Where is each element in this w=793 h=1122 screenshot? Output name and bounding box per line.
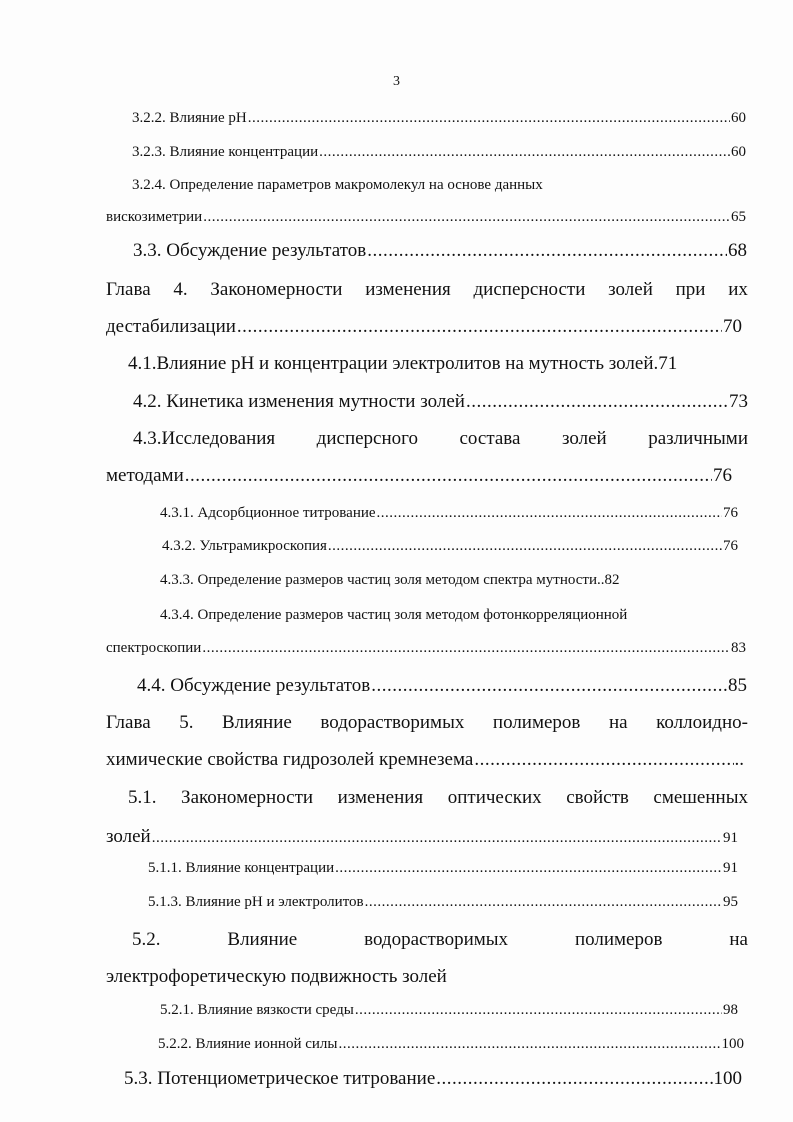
toc-entry-title: 4.3.3. Определение размеров частиц золя методом спектра мутности.. — [160, 572, 605, 588]
word: золей — [561, 428, 607, 449]
word: 5.1. — [128, 787, 157, 808]
word: оптических — [447, 787, 542, 808]
word: водорастворимых — [364, 929, 509, 950]
toc-entry-4-3-4-line2 — [106, 640, 746, 657]
toc-entry-5-2-line2: электрофоретическую подвижность золей — [106, 966, 447, 987]
word: смешенных — [653, 787, 748, 808]
toc-entry-page: 76 — [723, 538, 738, 554]
toc-entry-title: 4.3.1. Адсорбционное титрование — [160, 505, 376, 521]
word: их — [728, 279, 748, 300]
leader-dots — [248, 110, 730, 127]
toc-entry-title: 4.3.2. Ультрамикроскопия — [162, 538, 327, 554]
word: свойств — [566, 787, 629, 808]
toc-entry-page: 71 — [658, 353, 678, 374]
toc-chapter-4-line2 — [106, 316, 742, 338]
word: коллоидно- — [656, 712, 748, 733]
toc-entry-4-1 — [128, 353, 677, 375]
toc-entry-title: 5.2.1. Влияние вязкости среды — [160, 1002, 354, 1018]
toc-entry-5-1-line2 — [106, 826, 738, 848]
toc-entry-page: 91 — [723, 860, 738, 876]
leader-dots — [466, 391, 728, 413]
word: водорастворимых — [320, 712, 465, 733]
word: на — [729, 929, 748, 950]
toc-entry-page: 100 — [713, 1068, 742, 1089]
toc-entry-4-2 — [133, 391, 748, 413]
toc-entry-5-2-1 — [160, 1002, 738, 1019]
toc-chapter-5-line1 — [106, 712, 748, 734]
toc-entry-4-3-3 — [160, 572, 620, 589]
toc-entry-page: 85 — [728, 675, 747, 696]
toc-entry-5-1-1 — [148, 860, 738, 877]
toc-entry-5-1-line1 — [128, 787, 748, 809]
toc-entry-title: методами — [106, 465, 184, 486]
word: 5. — [179, 712, 194, 733]
toc-entry-title: 4.2. Кинетика изменения мутности золей — [133, 391, 465, 412]
word: Закономерности — [181, 787, 314, 808]
leader-dots — [202, 640, 730, 657]
leader-dots — [339, 1036, 721, 1053]
toc-entry-page: 65 — [731, 209, 746, 225]
toc-entry-page: .. — [734, 749, 744, 770]
toc-entry-4-3-2 — [162, 538, 738, 555]
toc-entry-page: 73 — [729, 391, 748, 412]
toc-entry-title: спектроскопии — [106, 640, 202, 656]
toc-entry-page: 60 — [731, 144, 746, 160]
toc-chapter-4-line1 — [106, 279, 748, 301]
word: изменения — [365, 279, 451, 300]
toc-entry-page: 60 — [731, 110, 746, 126]
word: Глава — [106, 712, 151, 733]
leader-dots — [474, 749, 733, 771]
toc-entry-title: 4.1.Влияние pH и концентрации электролитов на мутность золей. — [128, 353, 659, 374]
toc-entry-4-4 — [137, 675, 747, 697]
word: Глава — [106, 279, 151, 300]
toc-entry-title: 5.1.1. Влияние концентрации — [148, 860, 335, 876]
toc-entry-5-2-2 — [158, 1036, 744, 1053]
leader-dots — [355, 1002, 722, 1019]
toc-entry-title: вискозиметрии — [106, 209, 203, 225]
word: 4. — [173, 279, 188, 300]
toc-entry-title: 3.2.3. Влияние концентрации — [132, 144, 319, 160]
toc-entry-title: 5.2.2. Влияние ионной силы — [158, 1036, 338, 1052]
leader-dots — [436, 1068, 712, 1090]
toc-entry-page: 68 — [728, 240, 747, 261]
toc-entry-page: 83 — [731, 640, 746, 656]
toc-entry-5-1-3 — [148, 894, 738, 911]
toc-entry-page: 98 — [723, 1002, 738, 1018]
toc-entry-3-2-4-line2 — [106, 209, 746, 226]
word: изменения — [337, 787, 424, 808]
word: различными — [648, 428, 748, 449]
toc-entry-title: 3.3. Обсуждение результатов — [133, 240, 367, 261]
toc-entry-title: 5.3. Потенциометрическое титрование — [124, 1068, 436, 1089]
leader-dots — [328, 538, 722, 555]
leader-dots — [185, 465, 712, 487]
page-number: 3 — [393, 74, 400, 89]
toc-entry-page: 76 — [713, 465, 732, 486]
leader-dots — [319, 144, 730, 161]
word: полимеров — [492, 712, 581, 733]
toc-entry-5-3 — [124, 1068, 742, 1090]
toc-entry-4-3-4-line1: 4.3.4. Определение размеров частиц золя методом фотонкорреляционной — [160, 607, 628, 623]
word: полимеров — [574, 929, 663, 950]
word: Влияние — [227, 929, 298, 950]
word: Влияние — [222, 712, 292, 733]
toc-entry-page: 76 — [723, 505, 738, 521]
word: дисперсности — [473, 279, 586, 300]
word: 4.3.Исследования — [133, 428, 276, 449]
toc-entry-4-3-line1 — [133, 428, 748, 450]
word: Закономерности — [210, 279, 343, 300]
toc-entry-page: 91 — [723, 830, 738, 846]
toc-entry-page: 70 — [723, 316, 742, 337]
toc-entry-title: 5.1.3. Влияние pH и электролитов — [148, 894, 364, 910]
leader-dots — [371, 675, 727, 697]
word: 5.2. — [132, 929, 161, 950]
leader-dots — [365, 894, 722, 911]
toc-entry-4-3-1 — [160, 505, 738, 522]
toc-entry-4-3-line2 — [106, 465, 732, 487]
word: состава — [459, 428, 521, 449]
toc-entry-title: 4.4. Обсуждение результатов — [137, 675, 371, 696]
toc-entry-title: химические свойства гидрозолей кремнезема — [106, 749, 474, 770]
toc-entry-3-3 — [133, 240, 747, 262]
word: при — [675, 279, 706, 300]
toc-entry-5-2-line1 — [132, 929, 748, 951]
toc-entry-title: дестабилизации — [106, 316, 236, 337]
word: золей — [608, 279, 653, 300]
toc-entry-3-2-3 — [132, 144, 746, 161]
toc-entry-3-2-4-line1: 3.2.4. Определение параметров макромолекул на основе данных — [132, 177, 543, 193]
toc-entry-page: 95 — [723, 894, 738, 910]
leader-dots — [237, 316, 722, 338]
toc-entry-title: 3.2.2. Влияние pH — [132, 110, 247, 126]
toc-entry-title: золей — [106, 826, 151, 847]
word: на — [608, 712, 628, 733]
word: дисперсного — [316, 428, 418, 449]
toc-entry-page: 82 — [604, 572, 620, 588]
leader-dots — [203, 209, 730, 226]
leader-dots — [377, 505, 722, 522]
toc-entry-3-2-2 — [132, 110, 746, 127]
leader-dots — [152, 830, 722, 847]
toc-chapter-5-line2 — [106, 749, 744, 771]
toc-entry-page: 100 — [721, 1036, 744, 1052]
leader-dots — [335, 860, 722, 877]
leader-dots — [367, 240, 727, 262]
